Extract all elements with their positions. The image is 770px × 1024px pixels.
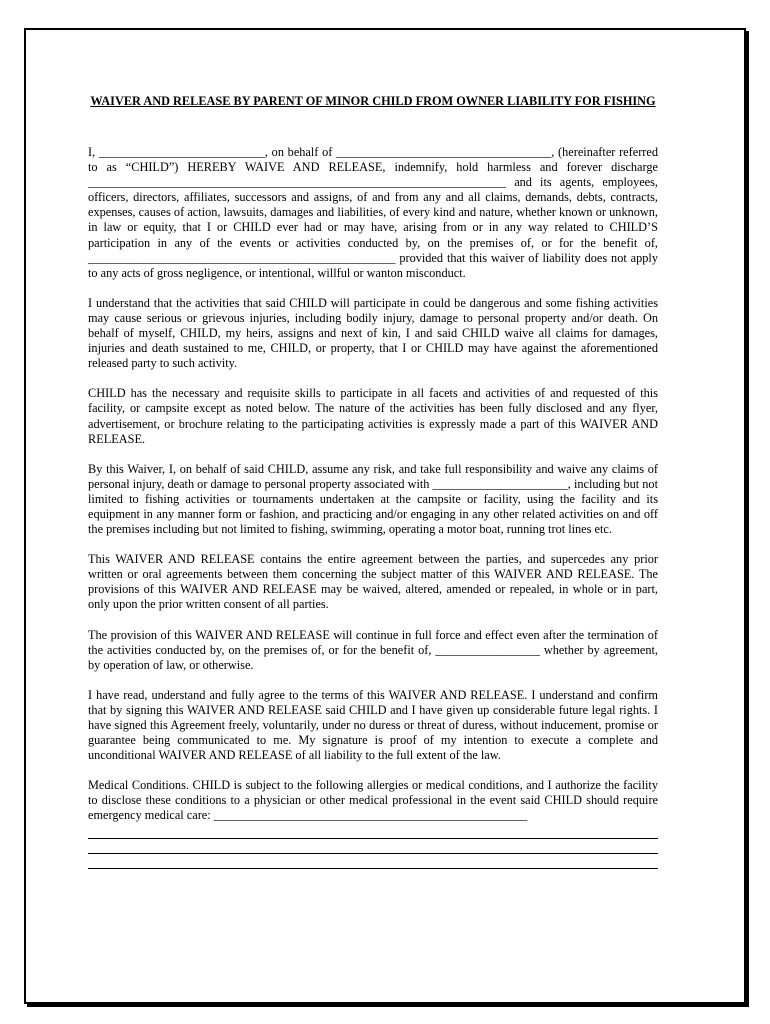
paragraph-survival: The provision of this WAIVER AND RELEASE will continue in full force and effect even after the termination of the activities conducted by, on the premises of, or for the benefit of, _________________ whether by agreement, by operation of law, or otherwise. <box>88 627 658 672</box>
paragraph-medical-conditions: Medical Conditions. CHILD is subject to the following allergies or medical conditions, and I authorize the facility to disclose these conditions to a physician or other medical professional in the event said CHILD should require emergency medical care: ___________________________________________________ <box>88 778 658 823</box>
medical-blank-line-2 <box>88 839 658 854</box>
paragraph-entire-agreement: This WAIVER AND RELEASE contains the entire agreement between the parties, and supercedes any prior written or oral agreements between them concerning the subject matter of this WAIVER AND RELEASE. The provisions of this WAIVER AND RELEASE may be waived, altered, amended or repealed, in whole or in part, only upon the prior written consent of all parties. <box>88 552 658 612</box>
document-title: WAIVER AND RELEASE BY PARENT OF MINOR CHILD FROM OWNER LIABILITY FOR FISHING <box>90 94 656 108</box>
paragraph-acknowledgement: I have read, understand and fully agree to the terms of this WAIVER AND RELEASE. I understand and confirm that by signing this WAIVER AND RELEASE said CHILD and I have given up considerable future legal rights. I have signed this Agreement freely, voluntarily, under no duress or threat of duress, without inducement, promise or guarantee being communicated to me. My signature is proof of my intention to execute a complete and unconditional WAIVER AND RELEASE of all liability to the full extent of the law. <box>88 687 658 763</box>
paragraph-risk-acknowledgement: I understand that the activities that said CHILD will participate in could be dangerous and some fishing activities may cause serious or grievous injuries, including bodily injury, damage to personal property and/or death. On behalf of myself, CHILD, my heirs, assigns and next of kin, I and said CHILD waive all claims for damages, injuries and death sustained to me, CHILD, or property, that I or CHILD may have against the aforementioned released party to such activity. <box>88 295 658 371</box>
medical-blank-line-3 <box>88 854 658 869</box>
paragraph-assumption-of-risk: By this Waiver, I, on behalf of said CHILD, assume any risk, and take full responsibility and waive any claims of personal injury, death or damage to personal property associated with ______________________, including but not limited to fishing activities or tournaments undertaken at the campsite or facility, using the facility and its equipment in any manner form or fashion, and practicing and/or engaging in any other related activities on and off the premises including but not limited to fishing, swimming, operating a motor boat, running trot lines etc. <box>88 461 658 537</box>
medical-blank-line-1 <box>88 824 658 839</box>
document-content <box>88 94 658 869</box>
paragraph-child-skills: CHILD has the necessary and requisite skills to participate in all facets and activities of and requested of this facility, or campsite except as noted below. The nature of the activities has been fully disclosed and any flyer, advertisement, or brochure relating to the participating activities is expressly made a part of this WAIVER AND RELEASE. <box>88 386 658 446</box>
paragraph-release-clause: I, ___________________________, on behalf of ___________________________________, (hereinafter referred to as “CHILD”) HEREBY WAIVE AND RELEASE, indemnify, hold harmless and forever discharge ____________________________________________________________________ and its agents, employees, officers, directors, affiliates, successors and assigns, of and from any and all claims, demands, debts, contracts, expenses, causes of action, lawsuits, damages and liabilities, of every kind and nature, whether known or unknown, in law or equity, that I or CHILD ever had or may have, arising from or in any way related to CHILD’S participation in any of the events or activities conducted by, on the premises of, or for the benefit of, __________________________________________________ provided that this waiver of liability does not apply to any acts of gross negligence, or intentional, willful or wanton misconduct. <box>88 145 658 280</box>
